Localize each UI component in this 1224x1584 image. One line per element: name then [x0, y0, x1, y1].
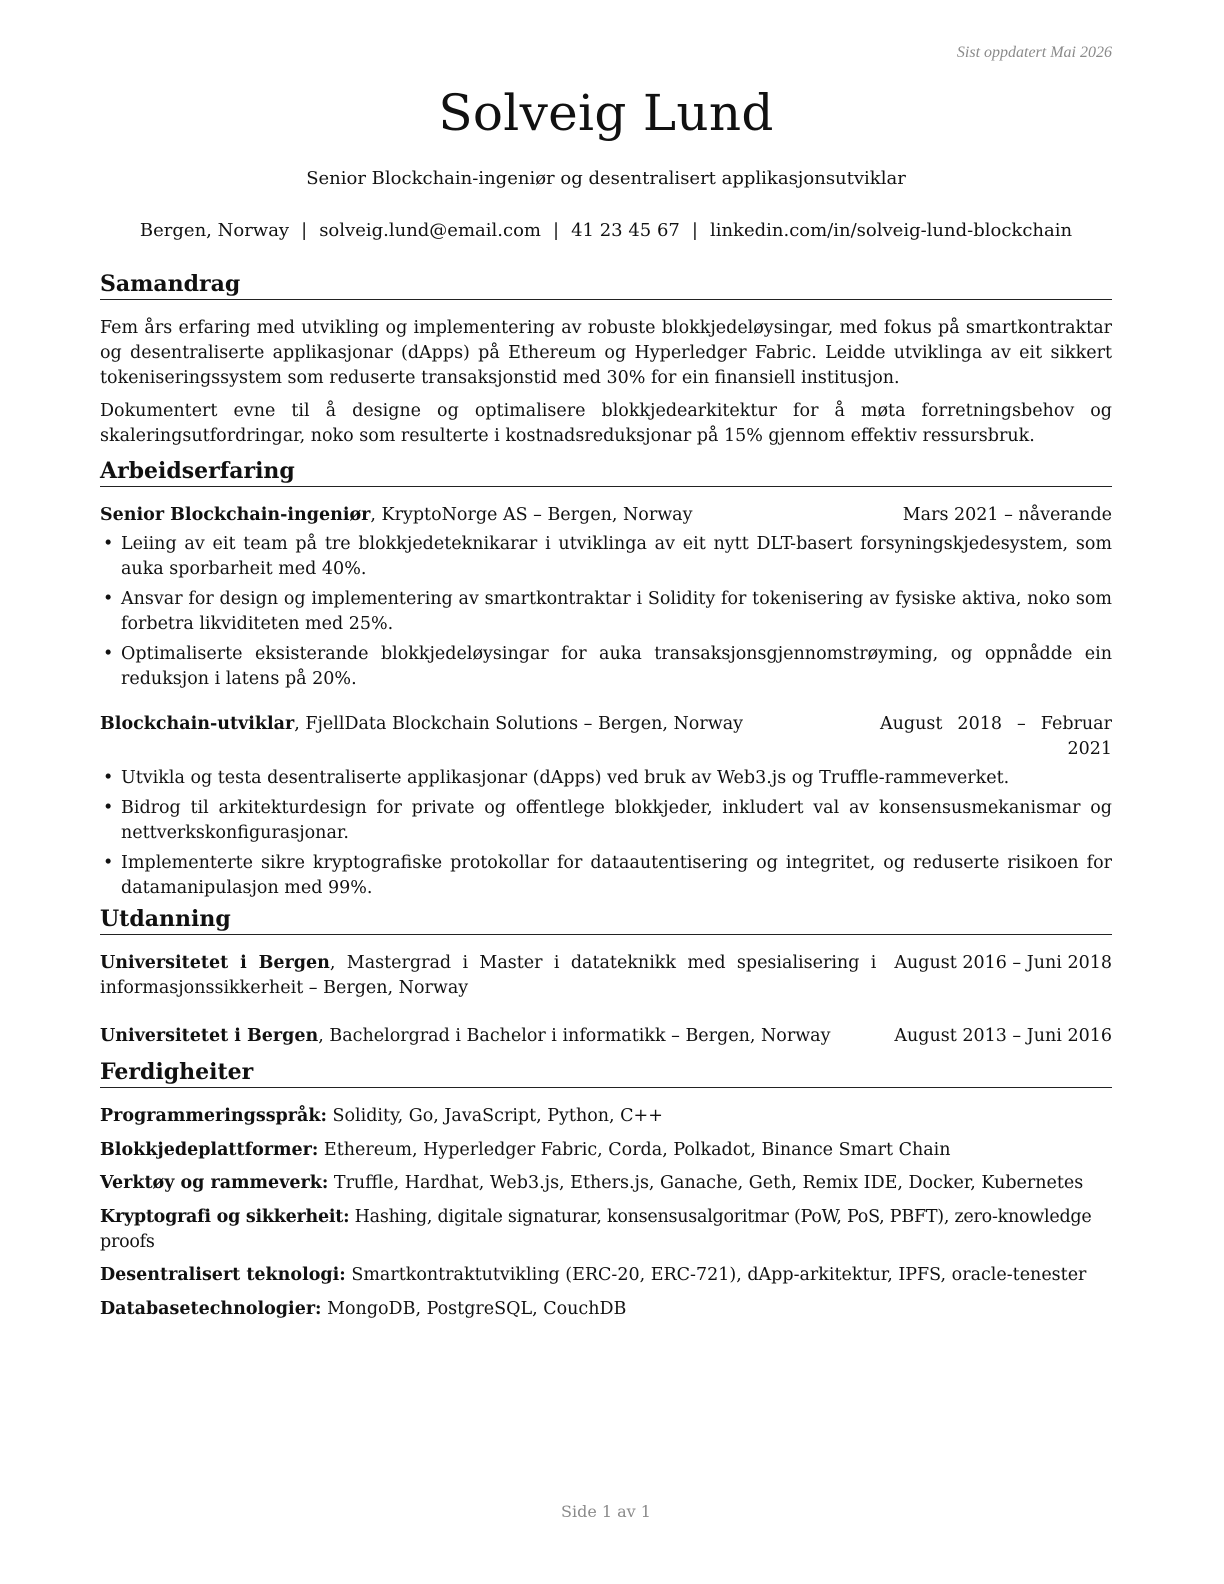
- list-item: [100, 851, 1112, 901]
- summary-paragraph: Fem års erfaring med utvikling og implementering av robuste blokkjedeløysingar, med fokus på smartkontraktar og desentraliserte applikasjonar (dApps) på Ethereum og Hyperledger Fabric. Leidde utviklinga av eit sikkert tokeniseringssystem som reduserte transaksjonstid med 30% for ein finansiell institusjon.: [100, 318, 1112, 388]
- bullet-icon: •: [103, 589, 114, 609]
- contact-phone: 41 23 45 67: [571, 220, 680, 241]
- education-dates: August 2013 – Juni 2016: [894, 1026, 1112, 1046]
- skill-label: Databasetechnologier:: [100, 1298, 322, 1319]
- skill-row: [100, 1263, 1112, 1288]
- list-item: [100, 587, 1112, 637]
- bullet-icon: •: [103, 853, 114, 873]
- summary-section: [100, 270, 1112, 449]
- job-company: , FjellData Blockchain Solutions – Bergen, Norway: [294, 714, 744, 734]
- skill-value: Truffle, Hardhat, Web3.js, Ethers.js, Ganache, Geth, Remix IDE, Docker, Kubernetes: [333, 1173, 1084, 1193]
- list-item: [100, 642, 1112, 692]
- skill-label: Verktøy og rammeverk:: [100, 1173, 329, 1193]
- resume-body: [100, 270, 1112, 1330]
- candidate-name: Solveig Lund: [438, 84, 774, 142]
- job-dates: August 2018 – Februar 2021: [880, 714, 1112, 759]
- list-item: [100, 766, 1112, 791]
- contact-separator: |: [552, 220, 560, 241]
- job-role: Senior Blockchain-ingeniør: [100, 505, 371, 525]
- bullet-icon: •: [103, 768, 114, 788]
- job-entry: [100, 503, 1112, 692]
- resume-page: [100, 0, 1112, 1584]
- skills-section: [100, 1058, 1112, 1322]
- bullet-text: Ansvar for design og implementering av smartkontraktar i Solidity for tokenisering av fysiske aktiva, noko som forbetra likviditeten med 25%.: [121, 589, 1112, 634]
- education-entry: [100, 951, 1112, 1001]
- bullet-text: Bidrog til arkitekturdesign for private og offentlege blokkjeder, inkludert val av konsensusmekanismar og nettverkskonfigurasjonar.: [121, 798, 1112, 843]
- experience-section: [100, 457, 1112, 901]
- list-item: [100, 532, 1112, 582]
- job-bullet-list: [100, 532, 1112, 692]
- skill-row: [100, 1297, 1112, 1322]
- skill-row: [100, 1171, 1112, 1196]
- skill-label: Blokkjedeplattformer:: [100, 1139, 319, 1160]
- education-detail: , Bachelorgrad i Bachelor i informatikk – Bergen, Norway: [318, 1026, 831, 1046]
- bullet-text: Optimaliserte eksisterande blokkjedeløysingar for auka transaksjonsgjennomstrøyming, og oppnådde ein reduksjon i latens på 20%.: [121, 644, 1112, 689]
- education-detail: , Mastergrad i Master i datateknikk med spesialisering i informasjonssikkerheit – Bergen, Norway: [100, 953, 877, 998]
- skill-value: Ethereum, Hyperledger Fabric, Corda, Polkadot, Binance Smart Chain: [323, 1139, 951, 1160]
- skill-label: Desentralisert teknologi:: [100, 1265, 346, 1285]
- section-title-skills: Ferdigheiter: [100, 1058, 1112, 1088]
- bullet-icon: •: [103, 644, 114, 664]
- contact-email[interactable]: solveig.lund@email.com: [319, 220, 541, 241]
- bullet-icon: •: [103, 534, 114, 554]
- skill-row: [100, 1205, 1112, 1255]
- section-title-education: Utdanning: [100, 905, 1112, 935]
- last-updated-note: Sist oppdatert Mai 2026: [956, 44, 1112, 61]
- skill-row: [100, 1138, 1112, 1163]
- section-title-experience: Arbeidserfaring: [100, 457, 1112, 487]
- job-header: [100, 712, 1112, 762]
- education-dates: August 2016 – Juni 2018: [894, 953, 1112, 973]
- skill-value: MongoDB, PostgreSQL, CouchDB: [327, 1298, 627, 1319]
- skill-value: Solidity, Go, JavaScript, Python, C++: [332, 1106, 663, 1126]
- skill-row: [100, 1104, 1112, 1129]
- job-company: , KryptoNorge AS – Bergen, Norway: [370, 505, 693, 525]
- summary-paragraph: Dokumentert evne til å designe og optimalisere blokkjedearkitektur for å møta forretningsbehov og skaleringsutfordringar, noko som resulterte i kostnadsreduksjonar på 15% gjennom effektiv ressursbruk.: [100, 401, 1112, 446]
- job-entry: [100, 712, 1112, 901]
- education-section: [100, 905, 1112, 1049]
- bullet-text: Implementerte sikre kryptografiske protokollar for dataautentisering og integritet, og reduserte risikoen for datamanipulasjon med 99%.: [121, 853, 1112, 898]
- bullet-text: Utvikla og testa desentraliserte applikasjonar (dApps) ved bruk av Web3.js og Truffle-rammeverket.: [121, 768, 1010, 788]
- job-role: Blockchain-utviklar: [100, 714, 295, 734]
- bullet-icon: •: [103, 798, 114, 818]
- skill-label: Kryptografi og sikkerheit:: [100, 1206, 350, 1227]
- skill-label: Programmeringsspråk:: [100, 1106, 327, 1126]
- job-bullet-list: [100, 766, 1112, 901]
- contact-line: [100, 220, 1112, 241]
- job-header: [100, 503, 1112, 528]
- job-dates: Mars 2021 – nåverande: [902, 505, 1112, 525]
- education-school: Universitetet i Bergen: [100, 953, 330, 973]
- section-title-summary: Samandrag: [100, 270, 1112, 300]
- education-entry: [100, 1024, 1112, 1049]
- page-number: Side 1 av 1: [561, 1502, 651, 1521]
- contact-location: Bergen, Norway: [139, 220, 290, 241]
- skill-value: Hashing, digitale signaturar, konsensusalgoritmar (PoW, PoS, PBFT), zero-knowledge proofs: [100, 1206, 1092, 1252]
- contact-separator: |: [301, 220, 308, 241]
- bullet-text: Leiing av eit team på tre blokkjedeteknikarar i utviklinga av eit nytt DLT-basert forsyningskjedesystem, som auka sporbarheit med 40%.: [121, 534, 1112, 579]
- candidate-headline: Senior Blockchain-ingeniør og desentralisert applikasjonsutviklar: [306, 168, 906, 189]
- skill-value: Smartkontraktutvikling (ERC-20, ERC-721), dApp-arkitektur, IPFS, oracle-tenester: [351, 1265, 1087, 1285]
- contact-separator: |: [691, 220, 698, 241]
- education-school: Universitetet i Bergen: [100, 1026, 319, 1046]
- contact-linkedin[interactable]: linkedin.com/in/solveig-lund-blockchain: [709, 220, 1073, 241]
- list-item: [100, 796, 1112, 846]
